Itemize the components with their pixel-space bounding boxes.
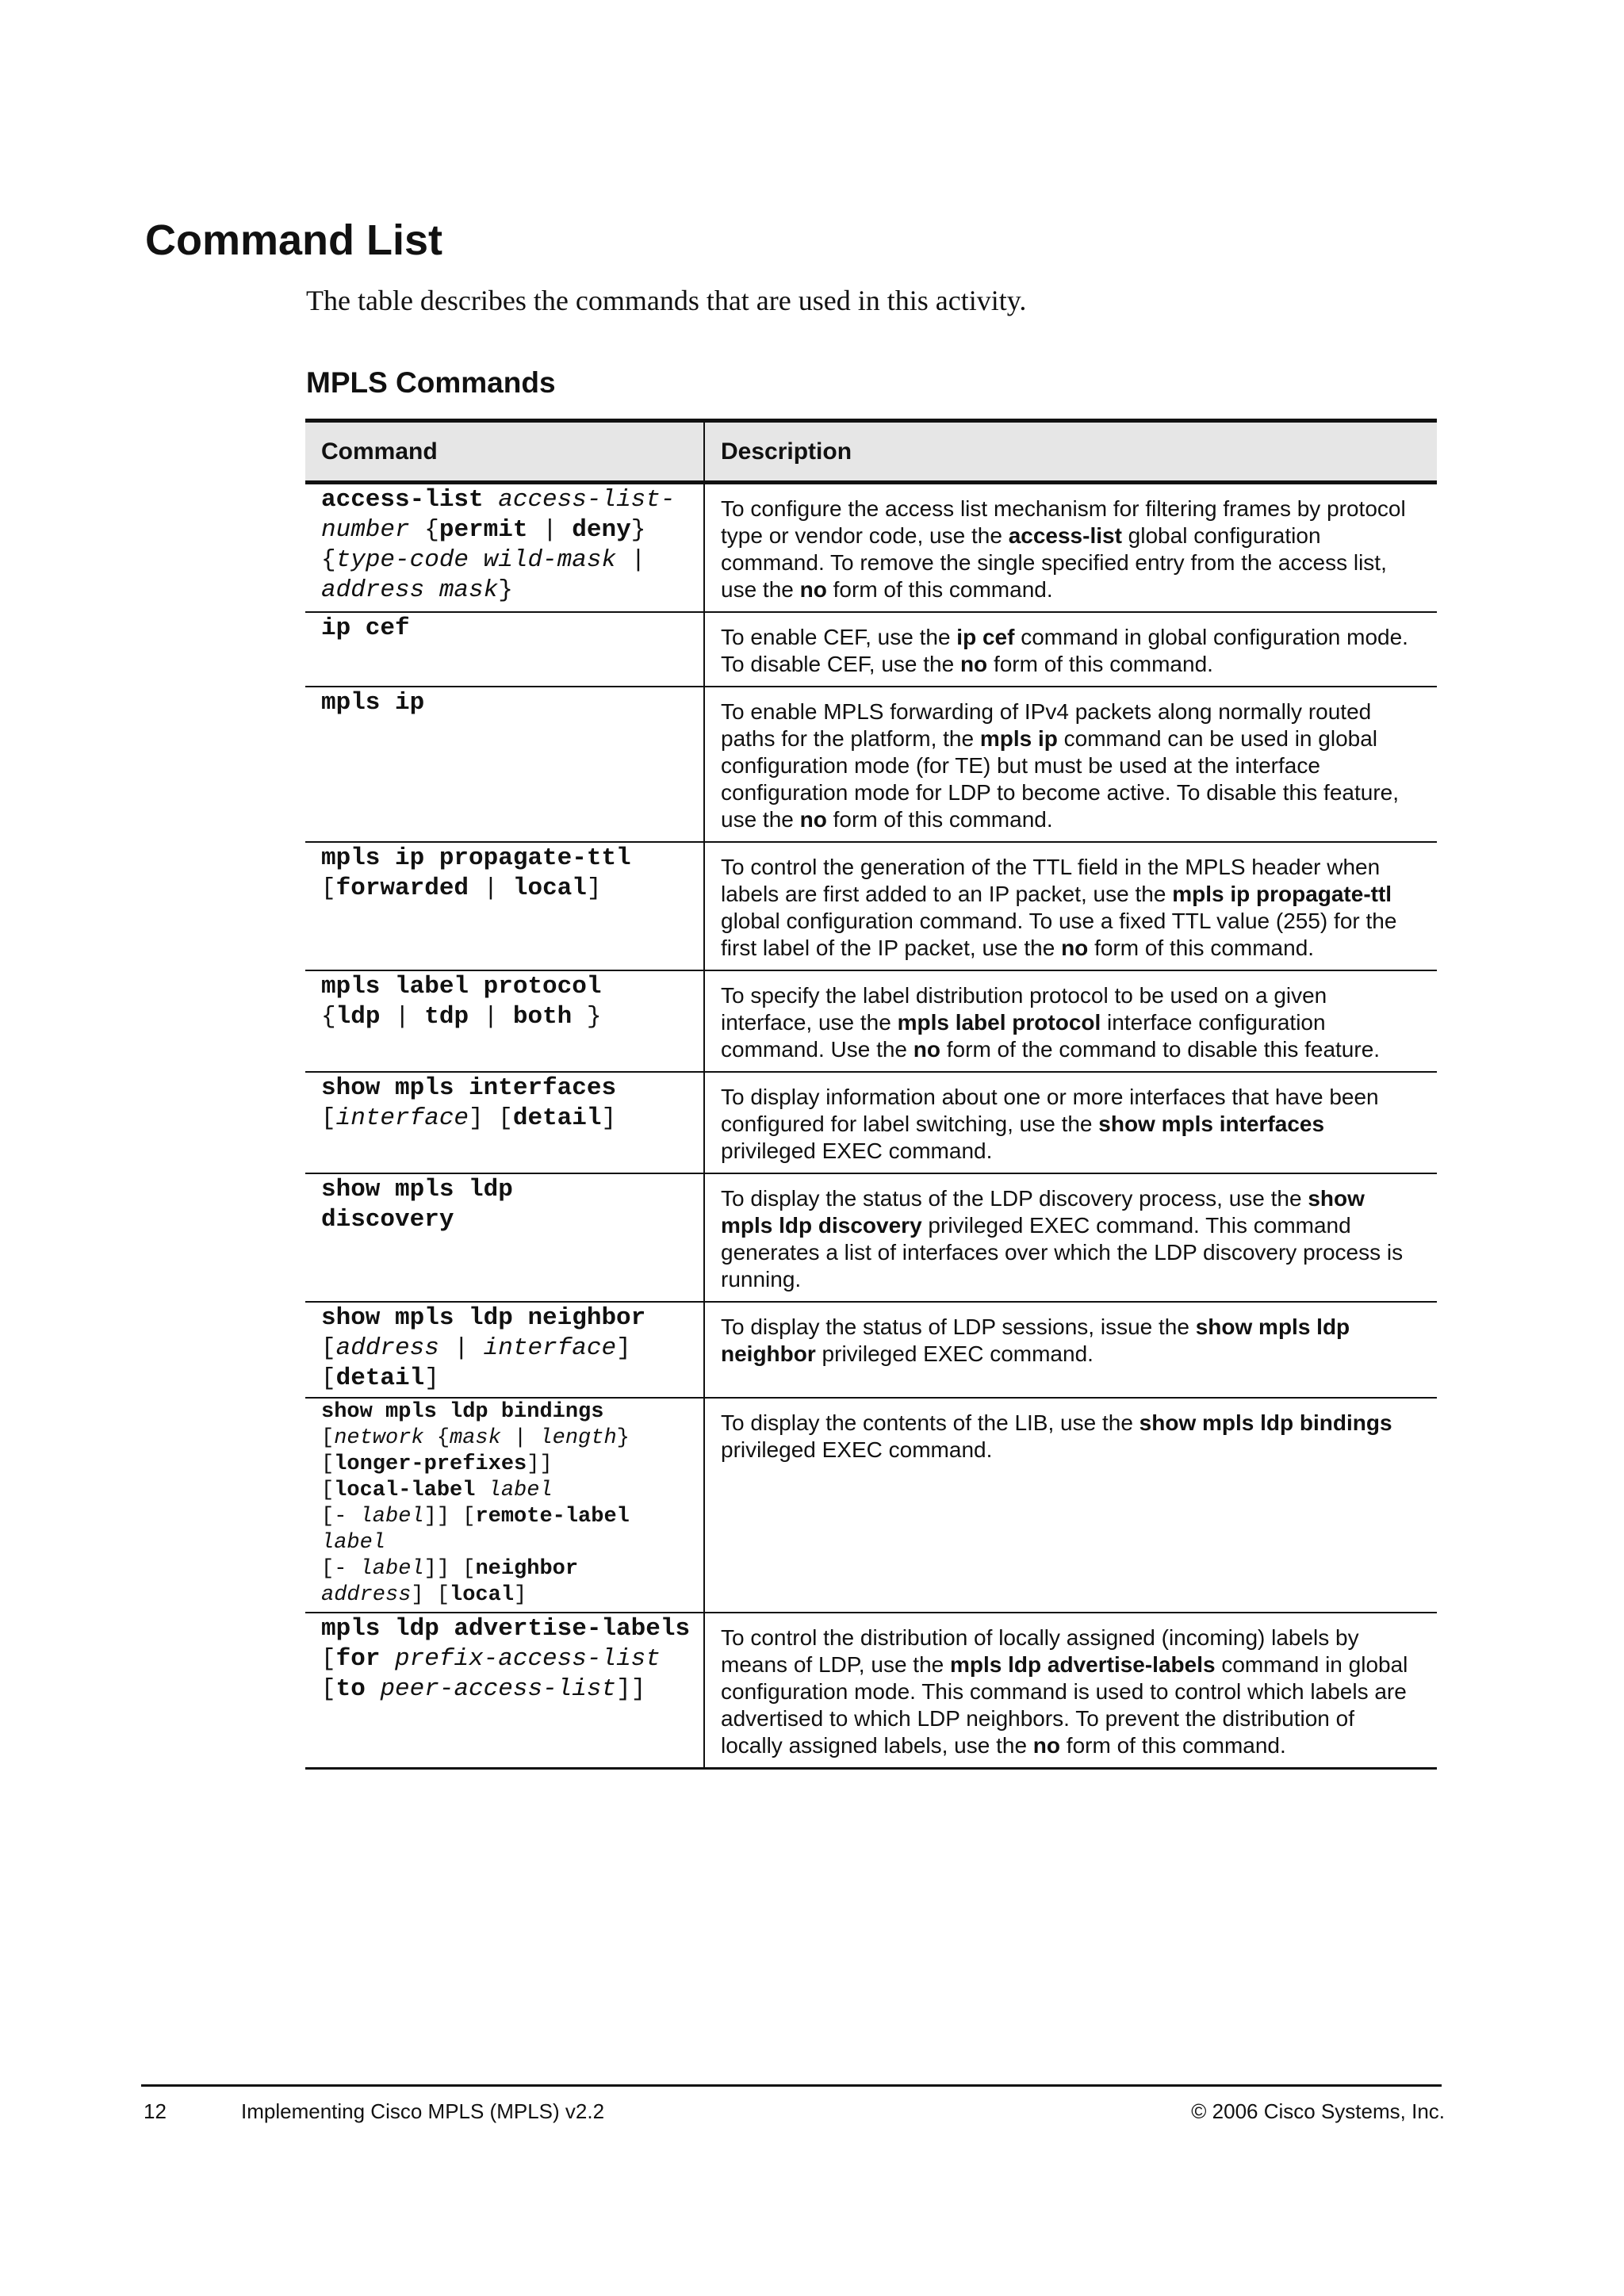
description-cell: To specify the label distribution protocol to be used on a given interface, use the mpls label protocol interface configuration command. Use the no form of the command to disable this feature.	[704, 970, 1437, 1072]
command-cell: mpls label protocol {ldp | tdp | both }	[305, 970, 704, 1072]
description-cell: To control the generation of the TTL field in the MPLS header when labels are first added to an IP packet, use the mpls ip propagate-ttl global configuration command. To use a fixed TTL value (255) for the first label of the IP packet, use the no form of this command.	[704, 842, 1437, 970]
table-header-row	[305, 421, 1437, 483]
page-title: Command List	[145, 216, 443, 264]
command-cell: ip cef	[305, 612, 704, 687]
section-title: MPLS Commands	[306, 366, 556, 399]
command-cell: show mpls ldp bindings [network {mask | length} [longer-prefixes]] [local-label label [- label]] [remote-label label [- label]] [neighbor address] [local]	[305, 1398, 704, 1613]
table-body	[305, 483, 1437, 1769]
course-title: Implementing Cisco MPLS (MPLS) v2.2	[241, 2099, 605, 2123]
description-cell: To display the status of LDP sessions, issue the show mpls ldp neighbor privileged EXEC command.	[704, 1302, 1437, 1398]
copyright: © 2006 Cisco Systems, Inc.	[1191, 2099, 1445, 2123]
command-cell: mpls ip	[305, 687, 704, 842]
description-cell: To display the status of the LDP discovery process, use the show mpls ldp discovery privileged EXEC command. This command generates a list of interfaces over which the LDP discovery process is running.	[704, 1173, 1437, 1302]
table-row	[305, 842, 1437, 970]
command-cell: mpls ip propagate-ttl [forwarded | local]	[305, 842, 704, 970]
description-cell: To control the distribution of locally assigned (incoming) labels by means of LDP, use the mpls ldp advertise-labels command in global configuration mode. This command is used to control which labels are advertised to which LDP neighbors. To prevent the distribution of locally assigned labels, use the no form of this command.	[704, 1613, 1437, 1769]
table-row	[305, 1072, 1437, 1173]
table-row	[305, 1398, 1437, 1613]
command-cell: show mpls ldp neighbor [address | interface] [detail]	[305, 1302, 704, 1398]
table-row	[305, 1613, 1437, 1769]
table-row	[305, 612, 1437, 687]
table-row	[305, 687, 1437, 842]
command-cell: mpls ldp advertise-labels [for prefix-access-list [to peer-access-list]]	[305, 1613, 704, 1769]
description-cell: To enable MPLS forwarding of IPv4 packets along normally routed paths for the platform, the mpls ip command can be used in global configuration mode (for TE) but must be used at the interface configuration mode for LDP to become active. To disable this feature, use the no form of this command.	[704, 687, 1437, 842]
description-cell: To enable CEF, use the ip cef command in global configuration mode. To disable CEF, use the no form of this command.	[704, 612, 1437, 687]
table-row	[305, 1302, 1437, 1398]
column-header-command: Command	[305, 421, 704, 483]
description-cell: To display the contents of the LIB, use the show mpls ldp bindings privileged EXEC command.	[704, 1398, 1437, 1613]
description-cell: To configure the access list mechanism for filtering frames by protocol type or vendor code, use the access-list global configuration command. To remove the single specified entry from the access list, use the no form of this command.	[721, 496, 1406, 602]
table-row	[305, 483, 1437, 613]
table-row	[305, 970, 1437, 1072]
command-cell: access-list access-list-number {permit | deny} {type-code wild-mask | address mask}	[305, 483, 704, 613]
table-row	[305, 1173, 1437, 1302]
page-number: 12	[144, 2099, 167, 2123]
intro-text: The table describes the commands that are used in this activity.	[306, 285, 1027, 316]
commands-table	[305, 419, 1437, 1770]
column-header-description: Description	[704, 421, 1437, 483]
command-cell: show mpls ldp discovery	[305, 1173, 704, 1302]
command-cell: show mpls interfaces [interface] [detail]	[305, 1072, 704, 1173]
footer-rule	[141, 2084, 1442, 2087]
description-cell: To display information about one or more interfaces that have been configured for label switching, use the show mpls interfaces privileged EXEC command.	[704, 1072, 1437, 1173]
